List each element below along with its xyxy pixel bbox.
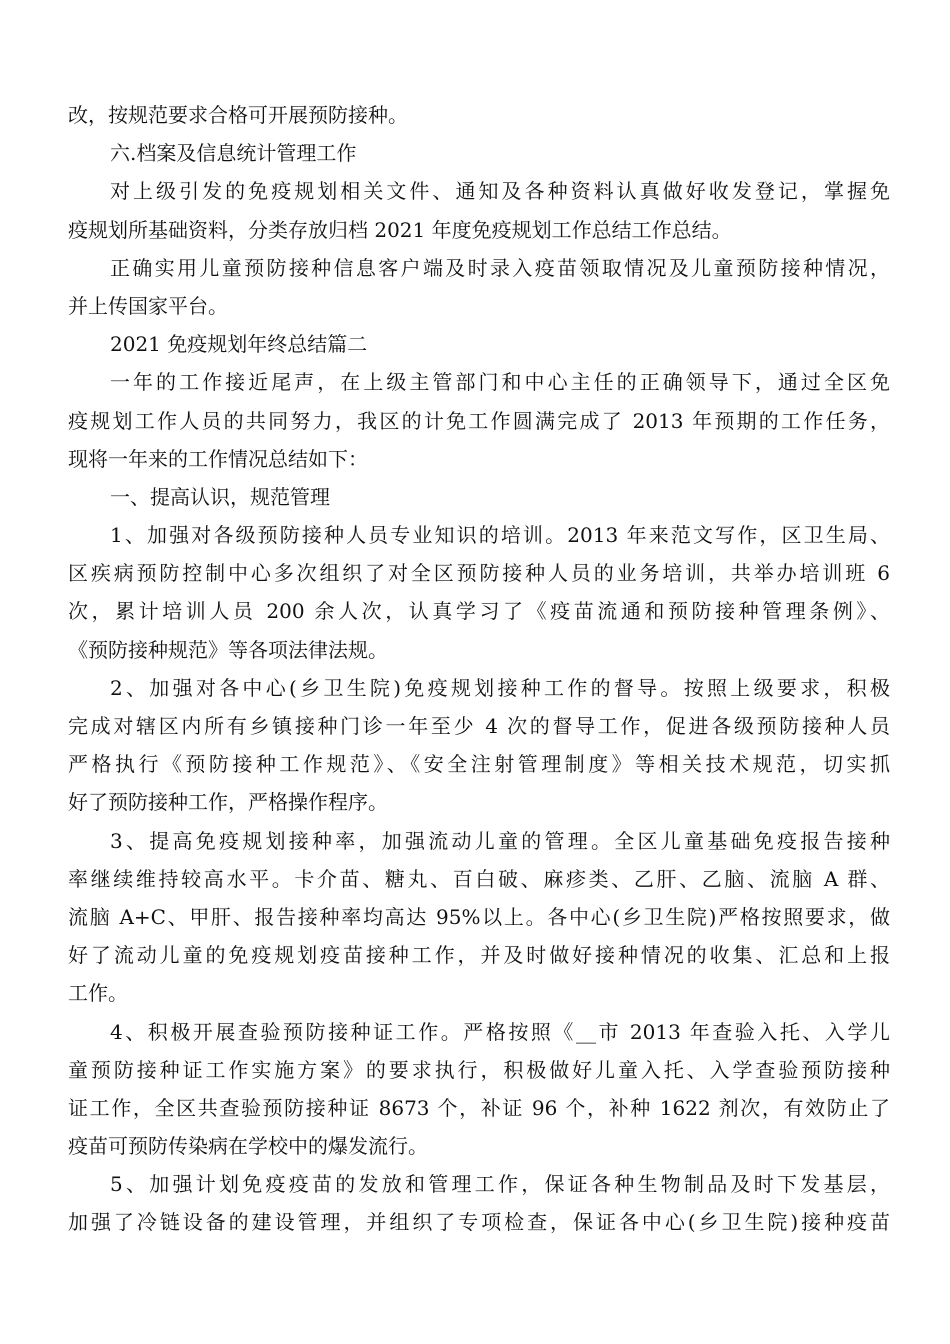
text-line: 2021 免疫规划年终总结篇二	[110, 332, 368, 357]
text-line: 正确实用儿童预防接种信息客户端及时录入疫苗领取情况及儿童预防接种情况，	[110, 255, 890, 280]
text-line: 率继续维持较高水平。卡介苗、糖丸、百白破、麻疹类、乙肝、乙脑、流脑 A 群、	[68, 866, 890, 891]
text-line: 改，按规范要求合格可开展预防接种。	[68, 103, 408, 127]
text-line: 2、加强对各中心(乡卫生院)免疫规划接种工作的督导。按照上级要求，积极	[110, 675, 890, 700]
text-line: 一年的工作接近尾声，在上级主管部门和中心主任的正确领导下，通过全区免	[110, 370, 890, 395]
text-line: 流脑 A+C、甲肝、报告接种率均高达 95%以上。各中心(乡卫生院)严格按照要求，做	[68, 904, 890, 929]
text-line: 好了预防接种工作，严格操作程序。	[68, 790, 388, 815]
text-line: 区疾病预防控制中心多次组织了对全区预防接种人员的业务培训，共举办培训班 6	[68, 561, 890, 586]
text-line: 并上传国家平台。	[68, 293, 228, 318]
text-line: 现将一年来的工作情况总结如下：	[68, 446, 368, 471]
text-line: 对上级引发的免疫规划相关文件、通知及各种资料认真做好收发登记，掌握免	[110, 179, 890, 204]
text-line: 一、提高认识，规范管理	[110, 484, 330, 509]
text-line: 好了流动儿童的免疫规划疫苗接种工作，并及时做好接种情况的收集、汇总和上报	[68, 943, 890, 968]
document-page	[68, 96, 890, 1242]
text-line: 疫规划工作人员的共同努力，我区的计免工作圆满完成了 2013 年预期的工作任务，	[68, 408, 890, 433]
text-line: 1、加强对各级预防接种人员专业知识的培训。2013 年来范文写作，区卫生局、	[110, 523, 890, 548]
text-line: 4、积极开展查验预防接种证工作。严格按照《__市 2013 年查验入托、入学儿	[110, 1019, 890, 1044]
text-line: 3、提高免疫规划接种率，加强流动儿童的管理。全区儿童基础免疫报告接种	[110, 828, 890, 853]
text-line: 严格执行《预防接种工作规范》、《安全注射管理制度》等相关技术规范，切实抓	[68, 752, 890, 777]
text-line: 次，累计培训人员 200 余人次，认真学习了《疫苗流通和预防接种管理条例》、	[68, 599, 890, 624]
text-line: 完成对辖区内所有乡镇接种门诊一年至少 4 次的督导工作，促进各级预防接种人员	[68, 714, 890, 738]
text-line: 疫规划所基础资料，分类存放归档 2021 年度免疫规划工作总结工作总结。	[68, 217, 732, 242]
text-line: 童预防接种证工作实施方案》的要求执行，积极做好儿童入托、入学查验预防接种	[68, 1057, 890, 1082]
text-line: 证工作，全区共查验预防接种证 8673 个，补证 96 个，补种 1622 剂次，有效防止了	[68, 1095, 890, 1120]
text-line: 加强了冷链设备的建设管理，并组织了专项检查，保证各中心(乡卫生院)接种疫苗	[68, 1210, 890, 1235]
text-line: 工作。	[68, 981, 128, 1006]
text-line: 5、加强计划免疫疫苗的发放和管理工作，保证各种生物制品及时下发基层，	[110, 1172, 890, 1197]
text-line: 疫苗可预防传染病在学校中的爆发流行。	[68, 1134, 428, 1159]
text-line: 《预防接种规范》等各项法律法规。	[68, 637, 388, 662]
text-line: 六.档案及信息统计管理工作	[110, 141, 357, 166]
